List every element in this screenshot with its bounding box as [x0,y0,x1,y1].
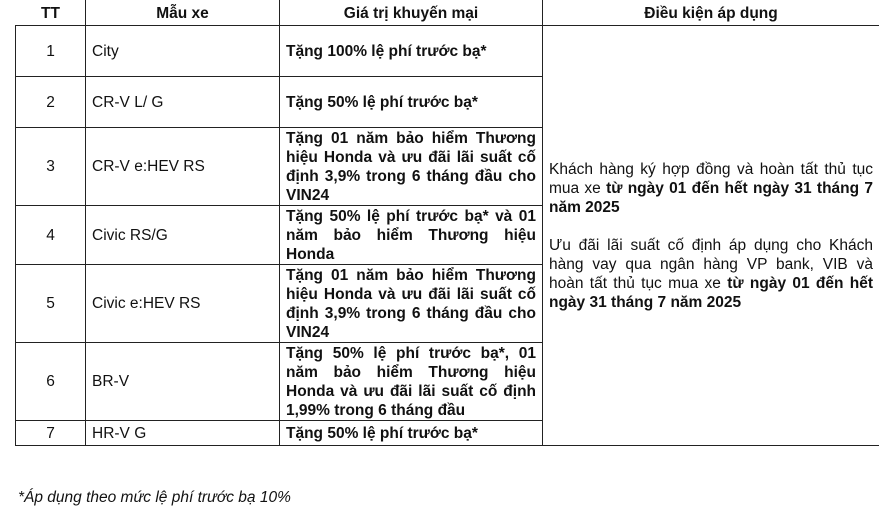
header-model: Mẫu xe [86,1,280,26]
model-name: Civic e:HEV RS [86,265,280,343]
row-number: 5 [16,265,86,343]
promo-value: Tặng 50% lệ phí trước bạ*, 01 năm bảo hiểm Thương hiệu Honda và ưu đãi lãi suất cố định 1,99% trong 6 tháng đầu [280,343,543,421]
row-number: 3 [16,128,86,206]
model-name: CR-V L/ G [86,77,280,128]
promo-value: Tặng 50% lệ phí trước bạ* [280,421,543,446]
footnote: *Áp dụng theo mức lệ phí trước bạ 10% [18,489,291,506]
promo-value: Tặng 50% lệ phí trước bạ* và 01 năm bảo hiểm Thương hiệu Honda [280,206,543,265]
promo-value: Tặng 01 năm bảo hiểm Thương hiệu Honda và ưu đãi lãi suất cố định 3,9% trong 6 tháng đầu cho VIN24 [280,265,543,343]
promo-value: Tặng 01 năm bảo hiểm Thương hiệu Honda và ưu đãi lãi suất cố định 3,9% trong 6 tháng đầu cho VIN24 [280,128,543,206]
condition-paragraph-2 [549,236,873,312]
table-header-row [16,1,879,26]
model-name: HR-V G [86,421,280,446]
condition-cell [543,26,879,446]
row-number: 7 [16,421,86,446]
model-name: City [86,26,280,77]
header-condition: Điều kiện áp dụng [543,1,879,26]
condition-2-text: Ưu đãi lãi suất cố định áp dụng cho Khách hàng vay qua ngân hàng VP bank, VIB và hoàn tất thủ tục mua xe [549,236,873,292]
promotion-table [15,0,879,446]
row-number: 4 [16,206,86,265]
condition-paragraph-1 [549,160,873,217]
row-number: 1 [16,26,86,77]
promo-value: Tặng 100% lệ phí trước bạ* [280,26,543,77]
model-name: Civic RS/G [86,206,280,265]
condition-2-dates: từ ngày 01 đến hết ngày 31 tháng 7 năm 2025 [549,274,873,311]
condition-1-dates: từ ngày 01 đến hết ngày 31 tháng 7 năm 2025 [549,179,873,216]
model-name: CR-V e:HEV RS [86,128,280,206]
row-number: 2 [16,77,86,128]
header-tt: TT [16,1,86,26]
promo-value: Tặng 50% lệ phí trước bạ* [280,77,543,128]
row-number: 6 [16,343,86,421]
condition-1-text: Khách hàng ký hợp đồng và hoàn tất thủ tục mua xe [549,160,873,197]
table-row [16,26,879,77]
model-name: BR-V [86,343,280,421]
header-promo: Giá trị khuyến mại [280,1,543,26]
